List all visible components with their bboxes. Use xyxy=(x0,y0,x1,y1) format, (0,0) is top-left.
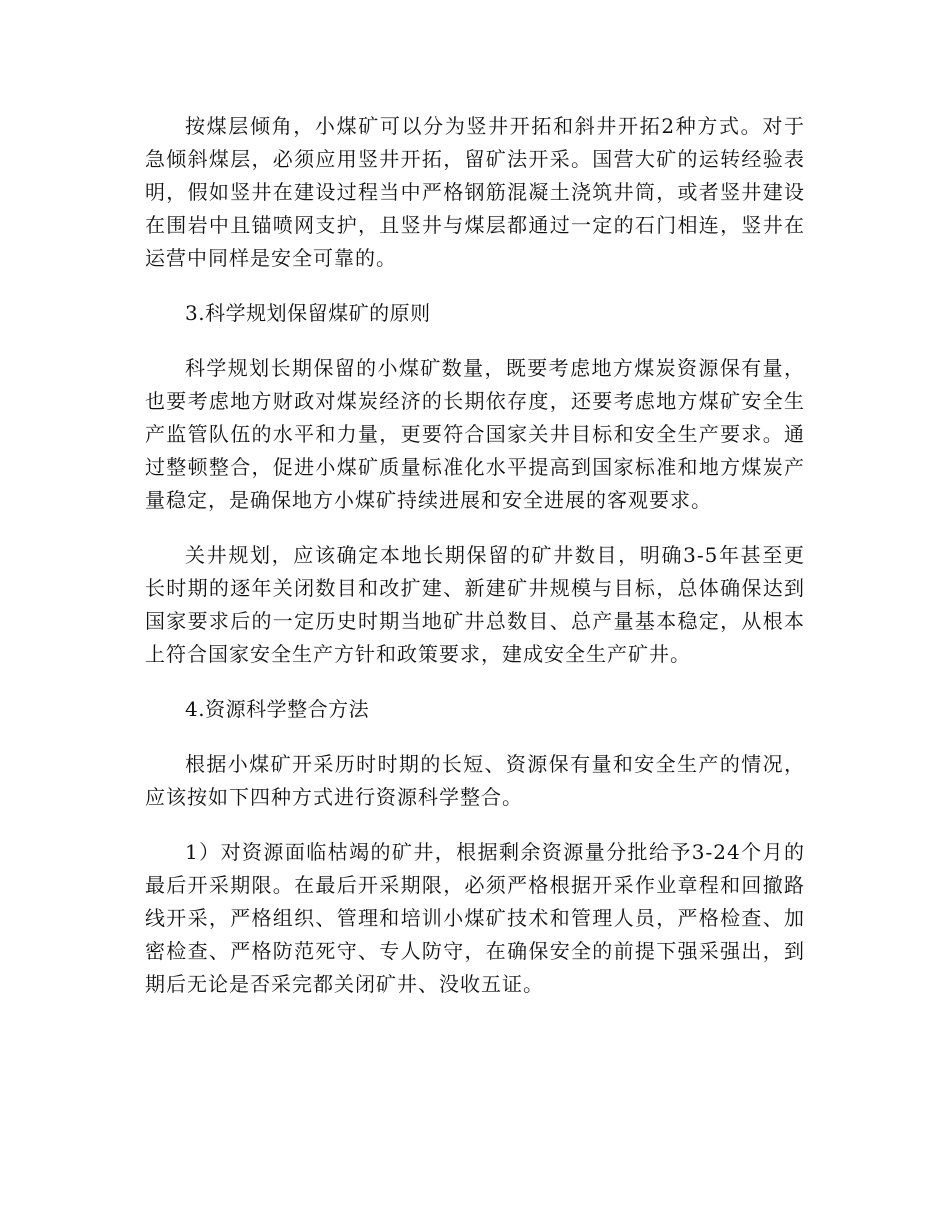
section-heading-4: 4.资源科学整合方法 xyxy=(185,697,370,721)
paragraph-shaft-development: 按煤层倾角，小煤矿可以分为竖井开拓和斜井开拓2种方式。对于急倾斜煤层，必须应用竖井开拓，留矿法开采。国营大矿的运转经验表明，假如竖井在建设过程当中严格钢筋混凝土浇筑井筒，或者竖井建设在围岩中且锚喷网支护，且竖井与煤层都通过一定的石门相连，竖井在运营中同样是安全可靠的。 xyxy=(145,114,805,270)
paragraph-depleted-mines: 1）对资源面临枯竭的矿井，根据剩余资源量分批给予3-24个月的最后开采期限。在最后开采期限，必须严格根据开采作业章程和回撤路线开采，严格组织、管理和培训小煤矿技术和管理人员，严格检查、加密检查、严格防范死守、专人防守，在确保安全的前提下强采强出，到期后无论是否采完都关闭矿井、没收五证。 xyxy=(145,840,805,996)
document-page xyxy=(145,110,805,1023)
paragraph-closure-planning: 关井规划，应该确定本地长期保留的矿井数目，明确3-5年甚至更长时期的逐年关闭数目和改扩建、新建矿井规模与目标，总体确保达到国家要求后的一定历史时期当地矿井总数目、总产量基本稳定，从根本上符合国家安全生产方针和政策要求，建成安全生产矿井。 xyxy=(145,543,805,666)
section-heading-3: 3.科学规划保留煤矿的原则 xyxy=(185,301,431,325)
paragraph-planning-quantity: 科学规划长期保留的小煤矿数量，既要考虑地方煤炭资源保有量，也要考虑地方财政对煤炭经济的长期依存度，还要考虑地方煤矿安全生产监管队伍的水平和力量，更要符合国家关井目标和安全生产要求。通过整顿整合，促进小煤矿质量标准化水平提高到国家标准和地方煤炭产量稳定，是确保地方小煤矿持续进展和安全进展的客观要求。 xyxy=(145,356,805,512)
paragraph-integration-intro: 根据小煤矿开采历时时期的长短、资源保有量和安全生产的情况，应该按如下四种方式进行资源科学整合。 xyxy=(145,752,805,809)
